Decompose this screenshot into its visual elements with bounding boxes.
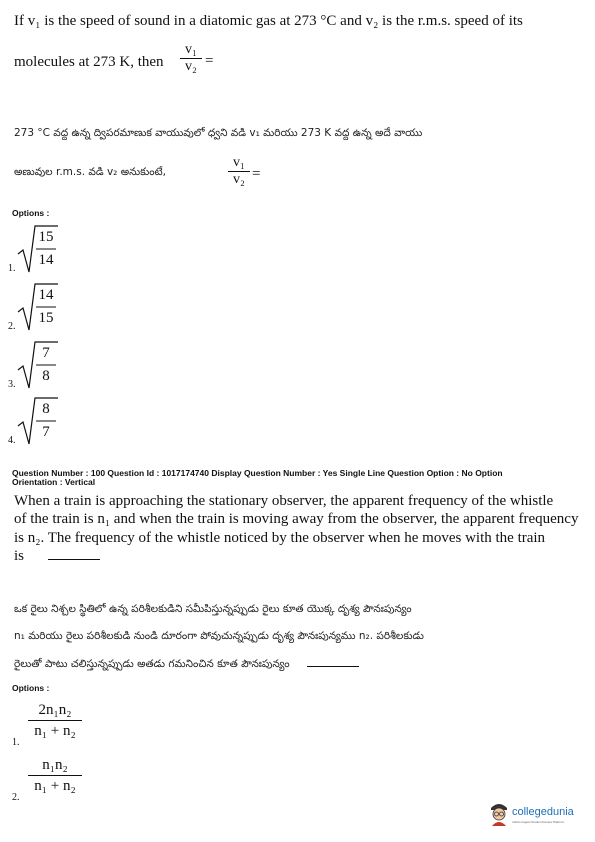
q1-option-number: 1. [8,263,16,274]
fraction-denominator: n₁ + n₂ [34,723,76,739]
q2-telugu-line3 [14,656,359,673]
q1-options-title: Options : [12,208,50,218]
q2-telugu-line2: n₁ మరియు రైలు పరిశీలకుడి నుండి దూరంగా పోవుచున్నప్పుడు దృశ్య పౌనఃపున్యము n₂. పరిశీలకుడు [14,630,424,642]
q1-option-2-sqrt-fraction[interactable] [16,282,60,332]
q1-text-line2: molecules at 273 K, then [14,54,164,70]
fraction-numerator: 2n₁n₂ [38,702,72,718]
fraction-numerator: 14 [38,287,54,303]
student-avatar-icon [488,800,510,826]
q2-text-line2: of the train is n₁ and when the train is moving away from the observer, the apparent frequency [14,511,579,527]
q1-telugu-ratio-fraction [228,156,250,187]
fraction-numerator: v₁ [185,42,197,57]
q1-option-1-sqrt-fraction[interactable] [16,224,60,274]
answer-blank [48,549,100,560]
equals-sign: = [205,53,214,69]
fraction-numerator: 15 [38,229,54,245]
q2-option-1-fraction[interactable] [28,701,82,740]
q2-telugu-line3-label: రైలుతో పాటు చలిస్తున్నప్పుడు అతడు గమనించిన కూత పౌనఃపున్యం [14,658,290,670]
q2-option-2-fraction[interactable] [28,756,82,795]
fraction-numerator: 8 [42,401,50,417]
q2-text-line3: is n₂. The frequency of the whistle noticed by the observer when he moves with the train [14,530,546,546]
q1-option-3-sqrt-fraction[interactable] [16,340,60,390]
q2-text-line4 [14,548,100,565]
q1-option-number: 3. [8,379,16,390]
fraction-denominator: n₁ + n₂ [34,778,76,794]
q1-ratio-fraction [180,43,202,74]
q1-option-number: 2. [8,321,16,332]
fraction-numerator: 7 [42,345,50,361]
collegedunia-logo [488,800,574,831]
logo-tagline: India's largest Student Review Platform [512,820,565,824]
q2-options-title: Options : [12,683,50,693]
fraction-denominator: 7 [42,424,50,440]
q1-option-4-sqrt-fraction[interactable] [16,396,60,446]
q1-text-line1: If v₁ is the speed of sound in a diatomic gas at 273 °C and v₂ is the r.m.s. speed of its [14,13,523,29]
q2-text-line1: When a train is approaching the stationary observer, the apparent frequency of the whistle [14,493,554,509]
q2-option-number: 2. [12,792,20,803]
q2-text-line4-label: is [14,548,25,564]
q2-meta-line1: Question Number : 100 Question Id : 1017174740 Display Question Number : Yes Single Line Question Option : No Option [12,468,503,478]
q2-telugu-line1: ఒక రైలు నిశ్చల స్థితిలో ఉన్న పరిశీలకుడిని సమీపిస్తున్నప్పుడు రైలు కూత యొక్క దృశ్య పౌనఃపున్యం [14,603,412,615]
q2-meta-line2: Orientation : Vertical [12,477,96,487]
equals-sign: = [252,166,261,182]
logo-name: collegedunia [512,806,574,818]
fraction-numerator: v₁ [233,155,245,170]
fraction-denominator: 14 [38,252,54,268]
q2-option-number: 1. [12,737,20,748]
fraction-denominator: 8 [42,368,50,384]
fraction-numerator: n₁n₂ [42,757,68,773]
q1-telugu-line1: 273 °C వద్ద ఉన్న ద్విపరమాణుక వాయువులో ధ్వని వడి v₁ మరియు 273 K వద్ద ఉన్న అదే వాయు [14,127,423,139]
q1-option-number: 4. [8,435,16,446]
fraction-denominator: v₂ [185,59,197,74]
fraction-denominator: v₂ [233,172,245,187]
q1-telugu-line2: అణువుల r.m.s. వడి v₂ అనుకుంటే, [14,166,166,178]
fraction-denominator: 15 [38,310,54,326]
answer-blank [307,656,359,667]
